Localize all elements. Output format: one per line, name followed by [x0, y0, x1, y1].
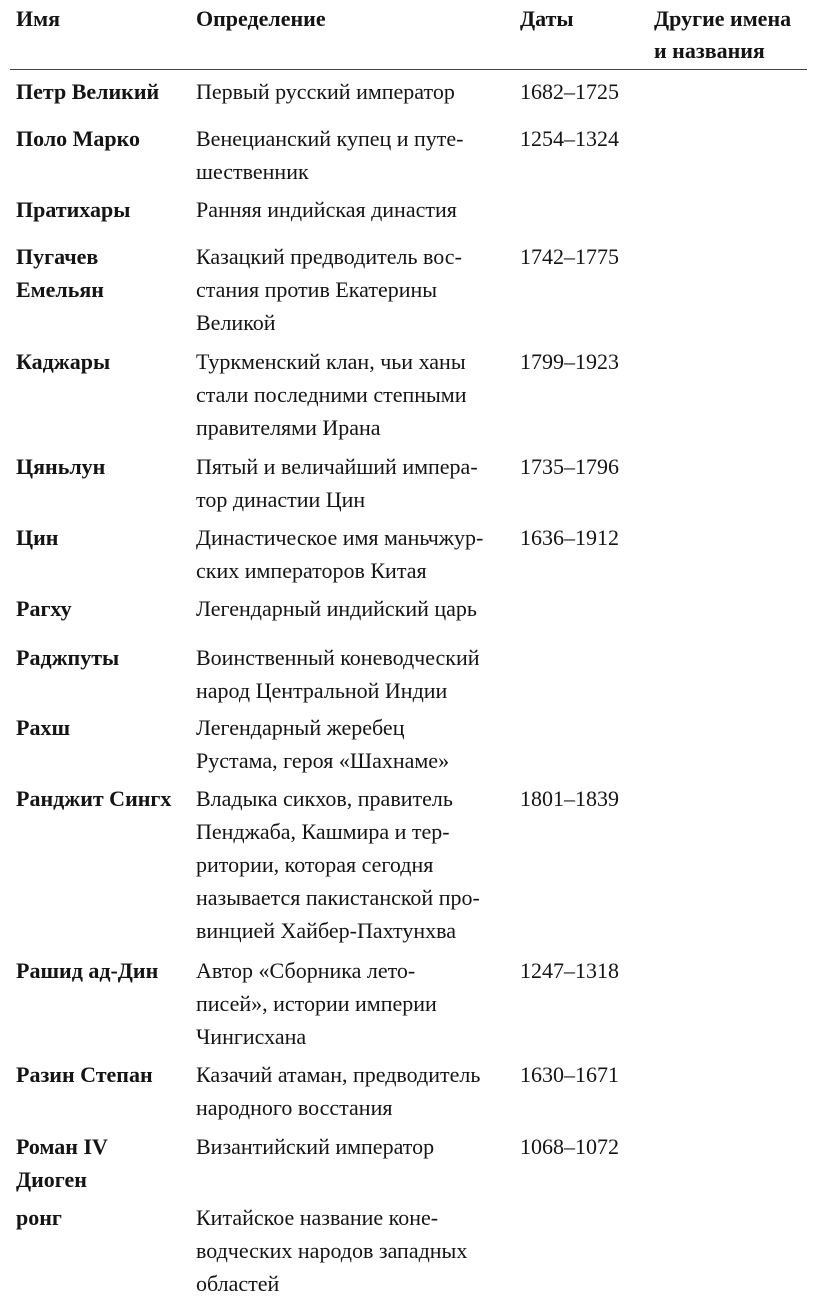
entry-name	[16, 193, 130, 226]
entry-name-line: Рашид ад-Дин	[16, 958, 159, 983]
entry-definition-line: Автор «Сборника лето-	[196, 958, 416, 983]
entry-definition-line: Китайское название коне-	[196, 1205, 439, 1230]
entry-definition	[196, 240, 462, 339]
entry-definition-line: называется пакистанской про-	[196, 885, 480, 910]
entry-dates: 1247–1318	[520, 958, 619, 983]
entry-definition	[196, 641, 480, 707]
entry-name	[16, 345, 110, 378]
entry-dates: 1682–1725	[520, 79, 619, 104]
header-other-names-line: и названия	[654, 38, 765, 63]
entry-definition-line: Великой	[196, 310, 276, 335]
entry-name-line: ронг	[16, 1205, 62, 1230]
entry-dates: 1636–1912	[520, 525, 619, 550]
entry-dates: 1254–1324	[520, 126, 619, 151]
entry-definition-line: правителями Ирана	[196, 415, 381, 440]
entry-name	[16, 521, 58, 554]
entry-definition-line: Казачий атаман, предводитель	[196, 1062, 481, 1087]
entry-name	[16, 75, 159, 108]
entry-definition-line: Ранняя индийская династия	[196, 197, 457, 222]
entry-definition-line: Первый русский император	[196, 79, 455, 104]
entry-definition-line: Пенджаба, Кашмира и тер-	[196, 819, 450, 844]
entry-definition-line: народного восстания	[196, 1095, 393, 1120]
entry-definition-line: стали последними степными	[196, 382, 467, 407]
entry-definition	[196, 521, 483, 587]
entry-name	[16, 1201, 62, 1234]
entry-definition-line: Венецианский купец и путе-	[196, 126, 464, 151]
entry-definition-line: винцией Хайбер-Пахтунхва	[196, 918, 457, 943]
entry-definition-line: Легендарный индийский царь	[196, 596, 477, 621]
entry-definition-line: Казацкий предводитель вос-	[196, 244, 462, 269]
entry-name-line: Петр Великий	[16, 79, 160, 104]
entry-name-line: Рагху	[16, 596, 72, 621]
entry-definition	[196, 75, 455, 108]
entry-definition	[196, 592, 477, 625]
header-definition: Определение	[196, 6, 326, 31]
entry-name-line: Роман IV	[16, 1134, 108, 1159]
entry-name-line: Емельян	[16, 277, 104, 302]
header-name: Имя	[16, 6, 60, 31]
entry-dates: 1742–1775	[520, 244, 619, 269]
entry-definition-line: тор династии Цин	[196, 487, 366, 512]
entry-definition-line: Владыка сикхов, правитель	[196, 786, 453, 811]
entry-name	[16, 240, 104, 306]
entry-definition	[196, 711, 449, 777]
entry-name-line: Поло Марко	[16, 126, 141, 151]
entry-definition	[196, 1201, 467, 1300]
entry-definition-line: Легендарный жеребец	[196, 715, 405, 740]
entry-name-line: Цин	[16, 525, 59, 550]
entry-name	[16, 592, 72, 625]
entry-definition-line: водческих народов западных	[196, 1238, 468, 1263]
entry-definition	[196, 450, 478, 516]
entry-definition	[196, 193, 457, 226]
entry-definition-line: Рустама, героя «Шахнаме»	[196, 748, 450, 773]
header-other-names	[654, 3, 791, 67]
entry-dates: 1735–1796	[520, 454, 619, 479]
entry-definition-line: ритории, которая сегодня	[196, 852, 434, 877]
entry-name	[16, 954, 158, 987]
header-divider	[10, 69, 807, 70]
entry-definition-line: писей», истории империи	[196, 991, 437, 1016]
entry-definition-line: Династическое имя маньчжур-	[196, 525, 484, 550]
entry-name-line: Ранджит Сингх	[16, 786, 172, 811]
entry-name-line: Пугачев	[16, 244, 99, 269]
entry-name	[16, 450, 105, 483]
header-other-names-line: Другие имена	[654, 6, 792, 31]
entry-definition-line: Воинственный коневодческий	[196, 645, 480, 670]
entry-definition	[196, 1058, 480, 1124]
entry-name	[16, 782, 171, 815]
entry-definition-line: ских императоров Китая	[196, 558, 427, 583]
entry-definition-line: Византийский император	[196, 1134, 435, 1159]
entry-definition-line: стания против Екатерины	[196, 277, 438, 302]
entry-name-line: Диоген	[16, 1167, 87, 1192]
entry-name	[16, 122, 140, 155]
entry-dates: 1068–1072	[520, 1134, 619, 1159]
entry-definition	[196, 954, 437, 1053]
entry-definition	[196, 1130, 434, 1163]
entry-definition-line: Пятый и величайший импера-	[196, 454, 478, 479]
entry-definition	[196, 345, 467, 444]
entry-name-line: Цяньлун	[16, 454, 106, 479]
entry-name	[16, 1130, 108, 1196]
entry-name-line: Рахш	[16, 715, 71, 740]
entry-dates: 1801–1839	[520, 786, 619, 811]
entry-dates: 1799–1923	[520, 349, 619, 374]
entry-definition-line: Туркменский клан, чьи ханы	[196, 349, 466, 374]
entry-name	[16, 641, 119, 674]
entry-name	[16, 1058, 153, 1091]
entry-dates: 1630–1671	[520, 1062, 619, 1087]
entry-definition	[196, 122, 464, 188]
entry-definition-line: шественник	[196, 159, 309, 184]
entry-name-line: Пратихары	[16, 197, 131, 222]
entry-definition-line: народ Центральной Индии	[196, 678, 448, 703]
entry-name-line: Каджары	[16, 349, 111, 374]
entry-name-line: Раджпуты	[16, 645, 120, 670]
entry-definition-line: областей	[196, 1271, 280, 1296]
header-dates: Даты	[520, 6, 574, 31]
entry-name-line: Разин Степан	[16, 1062, 153, 1087]
entry-name	[16, 711, 70, 744]
entry-definition-line: Чингисхана	[196, 1024, 307, 1049]
entry-definition	[196, 782, 480, 947]
